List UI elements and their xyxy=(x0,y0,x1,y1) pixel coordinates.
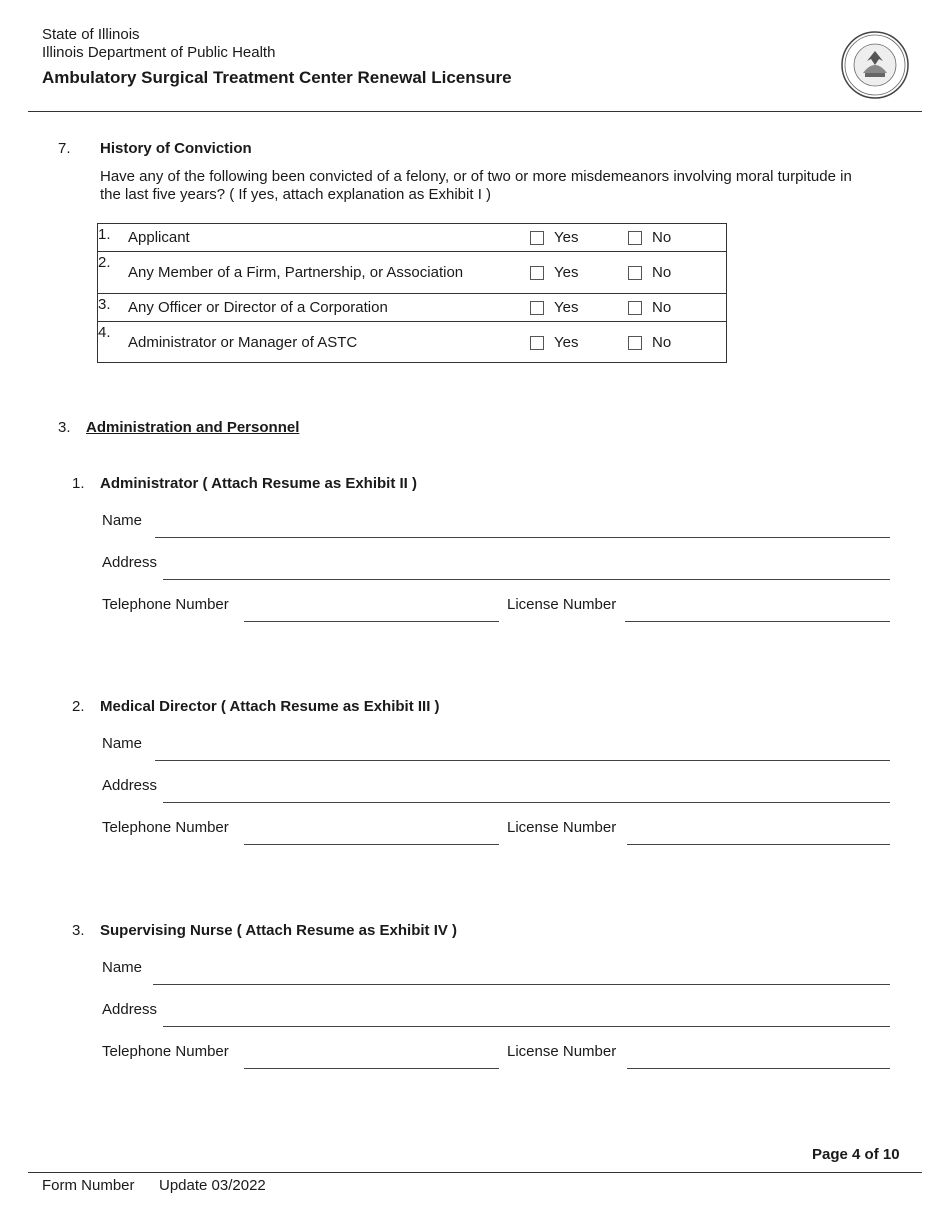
address-label: Address xyxy=(102,777,158,794)
no-checkbox[interactable] xyxy=(628,301,642,315)
yes-checkbox[interactable] xyxy=(530,231,544,245)
license-field[interactable] xyxy=(627,1068,890,1069)
header-department: Illinois Department of Public Health xyxy=(42,44,276,61)
no-option[interactable] xyxy=(628,224,727,252)
person-heading: Administrator ( Attach Resume as Exhibit II ) xyxy=(100,475,417,492)
state-seal-icon xyxy=(841,31,909,99)
yes-label: Yes xyxy=(554,333,579,351)
no-label: No xyxy=(652,229,672,246)
license-label: License Number xyxy=(507,819,617,836)
yes-option[interactable] xyxy=(530,224,628,252)
admin-section-number: 3. xyxy=(58,419,71,436)
no-option[interactable] xyxy=(628,322,727,363)
yes-label: Yes xyxy=(554,229,579,246)
row-label: Any Officer or Director of a Corporation xyxy=(128,294,530,322)
yes-checkbox[interactable] xyxy=(530,336,544,350)
footer-divider xyxy=(28,1172,922,1173)
row-number: 4. xyxy=(98,322,129,363)
table-row xyxy=(98,224,727,252)
table-row xyxy=(98,294,727,322)
no-option[interactable] xyxy=(628,294,727,322)
no-option[interactable] xyxy=(628,252,727,294)
row-number: 3. xyxy=(98,294,129,322)
telephone-field[interactable] xyxy=(244,1068,499,1069)
name-label: Name xyxy=(102,735,143,752)
no-checkbox[interactable] xyxy=(628,266,642,280)
page-number: Page 4 of 10 xyxy=(812,1146,900,1163)
row-label: Applicant xyxy=(128,224,530,252)
yes-option[interactable] xyxy=(530,252,628,294)
no-label: No xyxy=(652,299,672,316)
form-number-label: Form Number xyxy=(42,1177,135,1194)
table-row xyxy=(98,252,727,294)
yes-checkbox[interactable] xyxy=(530,266,544,280)
update-date: Update 03/2022 xyxy=(159,1177,266,1194)
page-title: Ambulatory Surgical Treatment Center Renewal Licensure xyxy=(42,68,512,87)
license-field[interactable] xyxy=(625,621,890,622)
address-field[interactable] xyxy=(163,1026,890,1027)
address-label: Address xyxy=(102,1001,158,1018)
yes-checkbox[interactable] xyxy=(530,301,544,315)
conviction-question-line1: Have any of the following been convicted of a felony, or of two or more misdemeanors involving moral turpitude in xyxy=(100,168,852,185)
address-field[interactable] xyxy=(163,579,890,580)
name-field[interactable] xyxy=(155,760,890,761)
row-label: Administrator or Manager of ASTC xyxy=(128,322,530,363)
yes-label: Yes xyxy=(554,264,579,281)
telephone-label: Telephone Number xyxy=(102,819,229,836)
name-label: Name xyxy=(102,959,143,976)
name-field[interactable] xyxy=(153,984,890,985)
telephone-label: Telephone Number xyxy=(102,596,229,613)
telephone-field[interactable] xyxy=(244,621,499,622)
telephone-field[interactable] xyxy=(244,844,499,845)
person-heading: Supervising Nurse ( Attach Resume as Exhibit IV ) xyxy=(100,922,458,939)
conviction-table xyxy=(97,223,727,363)
person-heading: Medical Director ( Attach Resume as Exhibit III ) xyxy=(100,698,440,715)
conviction-number: 7. xyxy=(58,140,71,157)
yes-option[interactable] xyxy=(530,294,628,322)
yes-label: Yes xyxy=(554,299,579,316)
admin-section-heading: Administration and Personnel xyxy=(86,419,300,436)
header-state: State of Illinois xyxy=(42,26,140,43)
person-number: 3. xyxy=(72,922,85,939)
telephone-label: Telephone Number xyxy=(102,1043,229,1060)
no-checkbox[interactable] xyxy=(628,231,642,245)
name-field[interactable] xyxy=(155,537,890,538)
no-label: No xyxy=(652,333,672,351)
header-divider xyxy=(28,111,922,112)
row-number: 1. xyxy=(98,224,129,252)
name-label: Name xyxy=(102,512,143,529)
row-label: Any Member of a Firm, Partnership, or Association xyxy=(128,252,530,294)
person-number: 1. xyxy=(72,475,85,492)
address-label: Address xyxy=(102,554,158,571)
conviction-heading: History of Conviction xyxy=(100,140,252,157)
conviction-question-line2: the last five years? ( If yes, attach explanation as Exhibit I ) xyxy=(100,186,492,203)
license-label: License Number xyxy=(507,596,617,613)
no-label: No xyxy=(652,264,672,281)
license-label: License Number xyxy=(507,1043,617,1060)
address-field[interactable] xyxy=(163,802,890,803)
table-row xyxy=(98,322,727,363)
person-number: 2. xyxy=(72,698,85,715)
no-checkbox[interactable] xyxy=(628,336,642,350)
license-field[interactable] xyxy=(627,844,890,845)
row-number: 2. xyxy=(98,252,129,294)
yes-option[interactable] xyxy=(530,322,628,363)
